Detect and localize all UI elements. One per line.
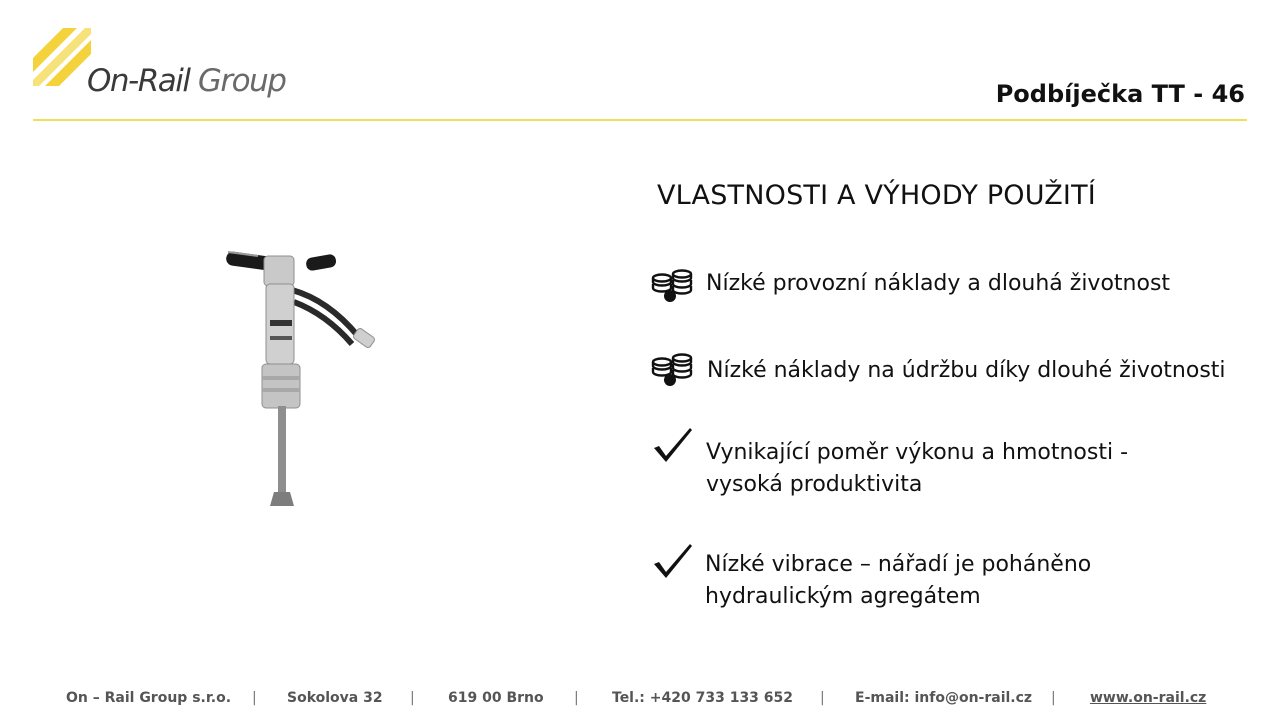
footer-phone: Tel.: +420 733 133 652 xyxy=(612,690,794,706)
feature-text-line: Nízké vibrace – nářadí je poháněno xyxy=(705,552,1092,577)
footer-website-link[interactable]: www.on-rail.cz xyxy=(1090,690,1207,706)
footer-separator: | xyxy=(574,690,579,706)
coins-icon xyxy=(650,268,694,304)
feature-text: Nízké náklady na údržbu díky dlouhé životnosti xyxy=(707,358,1226,383)
company-logo xyxy=(33,28,313,108)
page-title: Podbíječka TT - 46 xyxy=(995,80,1245,108)
footer-separator: | xyxy=(820,690,825,706)
hydraulic-hammer-image xyxy=(218,240,390,520)
feature-text xyxy=(706,437,1128,501)
header-divider xyxy=(33,119,1247,121)
logo-stripes-icon xyxy=(33,28,93,88)
feature-text xyxy=(705,549,1091,613)
logo-text-part2: Group xyxy=(197,63,286,99)
footer-email: E-mail: info@on-rail.cz xyxy=(855,690,1033,706)
feature-text-line: Vynikající poměr výkonu a hmotnosti - xyxy=(706,440,1129,465)
footer-separator: | xyxy=(252,690,257,706)
logo-text-part1: On-Rail xyxy=(87,63,190,99)
feature-text: Nízké provozní náklady a dlouhá životnost xyxy=(706,271,1171,296)
footer-separator: | xyxy=(410,690,415,706)
section-heading: VLASTNOSTI A VÝHODY POUŽITÍ xyxy=(657,180,1096,211)
feature-text-line: vysoká produktivita xyxy=(706,472,923,497)
checkmark-icon xyxy=(650,542,696,584)
checkmark-icon xyxy=(650,426,696,468)
feature-text-line: hydraulickým agregátem xyxy=(705,584,981,609)
footer-city: 619 00 Brno xyxy=(448,690,544,706)
footer xyxy=(0,690,1280,712)
footer-separator: | xyxy=(1051,690,1056,706)
footer-company: On – Rail Group s.r.o. xyxy=(66,690,232,706)
footer-street: Sokolova 32 xyxy=(287,690,383,706)
coins-icon xyxy=(650,352,694,388)
logo-text xyxy=(87,63,286,99)
